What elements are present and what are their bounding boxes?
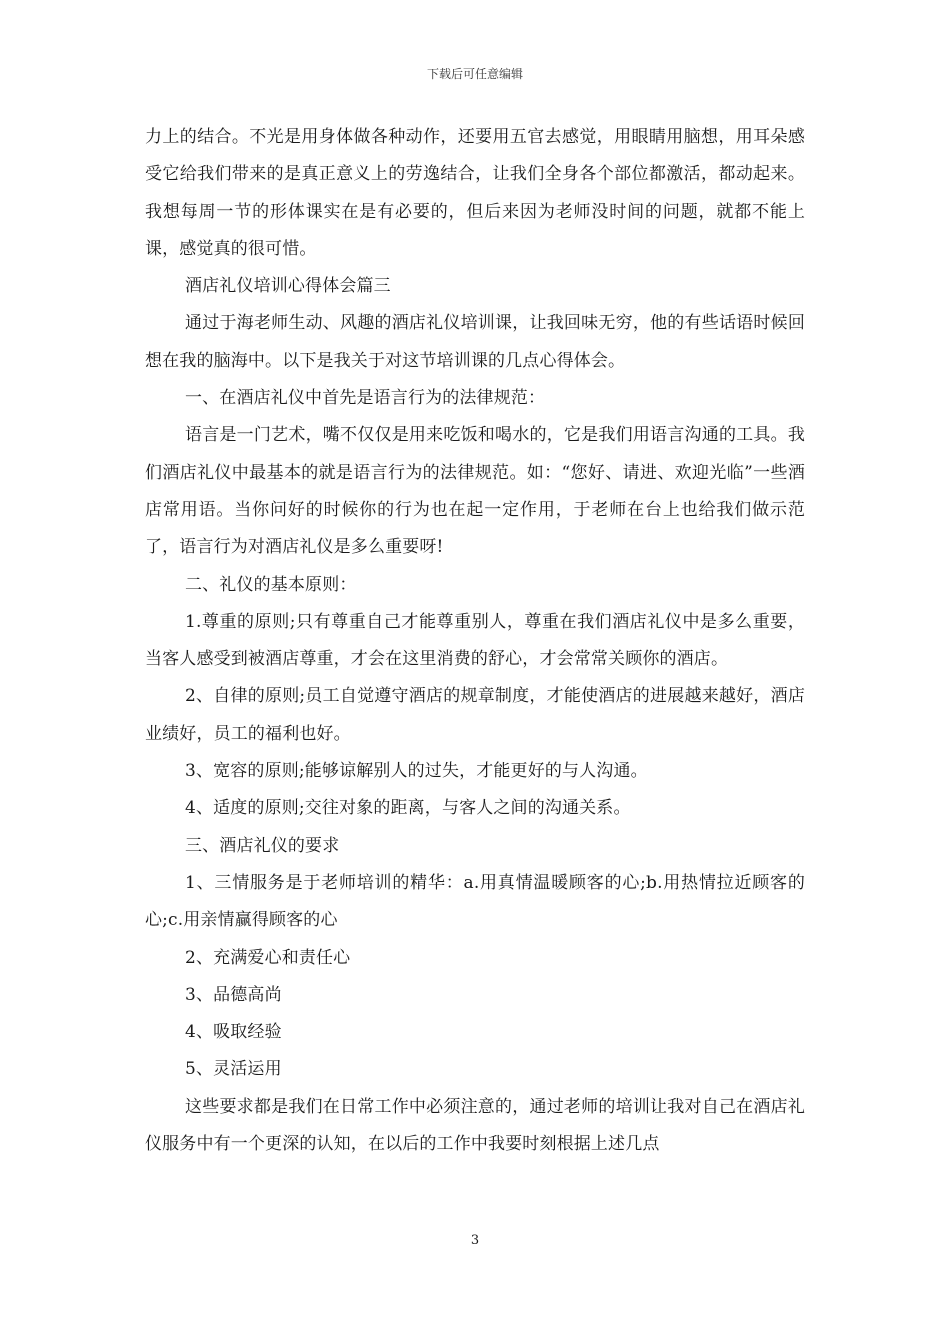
list-item-three-emotions: 1、三情服务是于老师培训的精华：a.用真情温暖顾客的心;b.用热情拉近顾客的心;c.用亲情赢得顾客的心 <box>145 872 805 931</box>
list-item-respect: 1.尊重的原则;只有尊重自己才能尊重别人，尊重在我们酒店礼仪中是多么重要，当客人感受到被酒店尊重，才会在这里消费的舒心，才会常常关顾你的酒店。 <box>145 611 805 670</box>
list-item-tolerance: 3、宽容的原则;能够谅解别人的过失，才能更好的与人沟通。 <box>185 761 648 782</box>
list-item-flexibility: 5、灵活运用 <box>185 1059 282 1080</box>
list-item-discipline: 2、自律的原则;员工自觉遵守酒店的规章制度，才能使酒店的进展越来越好，酒店业绩好，员工的福利也好。 <box>145 686 805 744</box>
paragraph-language: 语言是一门艺术，嘴不仅仅是用来吃饭和喝水的，它是我们用语言沟通的工具。我们酒店礼仪中最基本的就是语言行为的法律规范。如：“您好、请进、欢迎光临”一些酒店常用语。当你问好的时候你的行为也在起一定作用，于老师在台上也给我们做示范了，语言行为对酒店礼仪是多么重要呀! <box>145 425 805 558</box>
document-body <box>145 119 805 1163</box>
page-header: 下载后可任意编辑 <box>426 67 523 81</box>
paragraph-1: 力上的结合。不光是用身体做各种动作，还要用五官去感觉，用眼睛用脑想，用耳朵感受它给我们带来的是真正意义上的劳逸结合，让我们全身各个部位都激活，都动起来。我想每周一节的形体课实在是有必要的，但后来因为老师没时间的问题，就都不能上课，感觉真的很可惜。 <box>145 127 805 259</box>
heading-part-two: 二、礼仪的基本原则： <box>185 574 357 595</box>
page-number: 3 <box>470 1233 480 1248</box>
list-item-love-responsibility: 2、充满爱心和责任心 <box>185 947 351 968</box>
paragraph-intro: 通过于海老师生动、风趣的酒店礼仪培训课，让我回味无穷，他的有些话语时候回想在我的脑海中。以下是我关于对这节培训课的几点心得体会。 <box>145 313 805 371</box>
list-item-virtue: 3、品德高尚 <box>185 984 282 1005</box>
list-item-experience: 4、吸取经验 <box>185 1022 282 1043</box>
paragraph-conclusion: 这些要求都是我们在日常工作中必须注意的，通过老师的培训让我对自己在酒店礼仪服务中有一个更深的认知，在以后的工作中我要时刻根据上述几点 <box>145 1096 805 1155</box>
heading-part-one: 一、在酒店礼仪中首先是语言行为的法律规范： <box>185 388 546 409</box>
list-item-moderation: 4、适度的原则;交往对象的距离，与客人之间的沟通关系。 <box>185 798 631 819</box>
section-title: 酒店礼仪培训心得体会篇三 <box>185 276 391 297</box>
heading-part-three: 三、酒店礼仪的要求 <box>185 835 340 856</box>
